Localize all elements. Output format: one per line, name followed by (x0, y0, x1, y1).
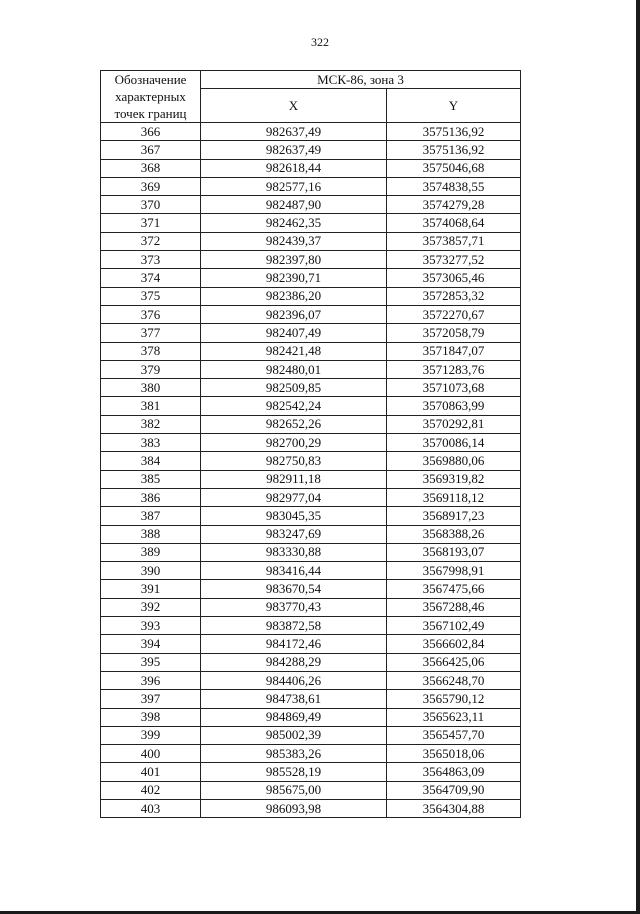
point-number-cell: 376 (101, 305, 201, 323)
point-number-cell: 390 (101, 562, 201, 580)
x-coordinate-cell: 982911,18 (201, 470, 387, 488)
table-row (101, 232, 521, 250)
y-coordinate-cell: 3574279,28 (387, 196, 521, 214)
x-coordinate-cell: 982386,20 (201, 287, 387, 305)
table-row (101, 525, 521, 543)
y-coordinate-cell: 3568388,26 (387, 525, 521, 543)
y-coordinate-cell: 3565457,70 (387, 726, 521, 744)
table-row (101, 397, 521, 415)
point-number-cell: 372 (101, 232, 201, 250)
x-coordinate-cell: 982397,80 (201, 251, 387, 269)
point-number-cell: 383 (101, 434, 201, 452)
table-row (101, 726, 521, 744)
point-number-cell: 391 (101, 580, 201, 598)
y-coordinate-cell: 3575136,92 (387, 141, 521, 159)
x-coordinate-cell: 982439,37 (201, 232, 387, 250)
point-number-cell: 396 (101, 671, 201, 689)
x-coordinate-cell: 982577,16 (201, 177, 387, 195)
y-coordinate-cell: 3564709,90 (387, 781, 521, 799)
x-coordinate-cell: 982977,04 (201, 488, 387, 506)
table-header (101, 71, 521, 123)
y-coordinate-cell: 3570863,99 (387, 397, 521, 415)
table-row (101, 434, 521, 452)
y-coordinate-cell: 3567475,66 (387, 580, 521, 598)
coordinates-table (100, 70, 521, 818)
y-coordinate-cell: 3565790,12 (387, 690, 521, 708)
y-coordinate-cell: 3564863,09 (387, 763, 521, 781)
table-row (101, 342, 521, 360)
x-coordinate-cell: 985675,00 (201, 781, 387, 799)
header-point-designation: Обозначение характерных точек границ (101, 71, 201, 123)
point-number-cell: 399 (101, 726, 201, 744)
x-coordinate-cell: 982542,24 (201, 397, 387, 415)
table-row (101, 305, 521, 323)
x-coordinate-cell: 982421,48 (201, 342, 387, 360)
table-row (101, 415, 521, 433)
x-coordinate-cell: 984172,46 (201, 635, 387, 653)
point-number-cell: 369 (101, 177, 201, 195)
x-coordinate-cell: 982462,35 (201, 214, 387, 232)
point-number-cell: 368 (101, 159, 201, 177)
y-coordinate-cell: 3575046,68 (387, 159, 521, 177)
point-number-cell: 382 (101, 415, 201, 433)
x-coordinate-cell: 983247,69 (201, 525, 387, 543)
x-coordinate-cell: 983416,44 (201, 562, 387, 580)
y-coordinate-cell: 3565018,06 (387, 745, 521, 763)
table-row (101, 488, 521, 506)
x-coordinate-cell: 984869,49 (201, 708, 387, 726)
point-number-cell: 384 (101, 452, 201, 470)
table-row (101, 360, 521, 378)
point-number-cell: 379 (101, 360, 201, 378)
x-coordinate-cell: 984288,29 (201, 653, 387, 671)
x-coordinate-cell: 983330,88 (201, 543, 387, 561)
point-number-cell: 378 (101, 342, 201, 360)
x-coordinate-cell: 983045,35 (201, 507, 387, 525)
x-coordinate-cell: 983872,58 (201, 617, 387, 635)
table-row (101, 507, 521, 525)
point-number-cell: 403 (101, 799, 201, 817)
table-row (101, 177, 521, 195)
point-number-cell: 377 (101, 324, 201, 342)
point-number-cell: 401 (101, 763, 201, 781)
y-coordinate-cell: 3575136,92 (387, 123, 521, 141)
x-coordinate-cell: 984738,61 (201, 690, 387, 708)
table-row (101, 671, 521, 689)
x-coordinate-cell: 983670,54 (201, 580, 387, 598)
y-coordinate-cell: 3569118,12 (387, 488, 521, 506)
y-coordinate-cell: 3574838,55 (387, 177, 521, 195)
x-coordinate-cell: 985383,26 (201, 745, 387, 763)
y-coordinate-cell: 3571847,07 (387, 342, 521, 360)
y-coordinate-cell: 3573065,46 (387, 269, 521, 287)
page-edge-right (636, 0, 640, 914)
y-coordinate-cell: 3567998,91 (387, 562, 521, 580)
y-coordinate-cell: 3567102,49 (387, 617, 521, 635)
table-row (101, 251, 521, 269)
table-row (101, 708, 521, 726)
y-coordinate-cell: 3569880,06 (387, 452, 521, 470)
x-coordinate-cell: 984406,26 (201, 671, 387, 689)
table-row (101, 781, 521, 799)
y-coordinate-cell: 3566425,06 (387, 653, 521, 671)
table-row (101, 159, 521, 177)
table-row (101, 745, 521, 763)
table-row (101, 214, 521, 232)
x-coordinate-cell: 985528,19 (201, 763, 387, 781)
header-x: X (201, 89, 387, 123)
table-row (101, 617, 521, 635)
y-coordinate-cell: 3572058,79 (387, 324, 521, 342)
point-number-cell: 392 (101, 598, 201, 616)
y-coordinate-cell: 3571283,76 (387, 360, 521, 378)
point-number-cell: 387 (101, 507, 201, 525)
y-coordinate-cell: 3567288,46 (387, 598, 521, 616)
y-coordinate-cell: 3570292,81 (387, 415, 521, 433)
point-number-cell: 402 (101, 781, 201, 799)
y-coordinate-cell: 3566248,70 (387, 671, 521, 689)
x-coordinate-cell: 983770,43 (201, 598, 387, 616)
table-row (101, 580, 521, 598)
y-coordinate-cell: 3572853,32 (387, 287, 521, 305)
table-row (101, 543, 521, 561)
point-number-cell: 385 (101, 470, 201, 488)
table-row (101, 287, 521, 305)
x-coordinate-cell: 982652,26 (201, 415, 387, 433)
point-number-cell: 380 (101, 379, 201, 397)
point-number-cell: 389 (101, 543, 201, 561)
table-row (101, 470, 521, 488)
table-row (101, 635, 521, 653)
y-coordinate-cell: 3571073,68 (387, 379, 521, 397)
y-coordinate-cell: 3573857,71 (387, 232, 521, 250)
x-coordinate-cell: 982407,49 (201, 324, 387, 342)
y-coordinate-cell: 3564304,88 (387, 799, 521, 817)
x-coordinate-cell: 982480,01 (201, 360, 387, 378)
point-number-cell: 375 (101, 287, 201, 305)
y-coordinate-cell: 3574068,64 (387, 214, 521, 232)
y-coordinate-cell: 3568917,23 (387, 507, 521, 525)
point-number-cell: 398 (101, 708, 201, 726)
table-row (101, 324, 521, 342)
x-coordinate-cell: 985002,39 (201, 726, 387, 744)
table-row (101, 598, 521, 616)
table-row (101, 763, 521, 781)
x-coordinate-cell: 982618,44 (201, 159, 387, 177)
x-coordinate-cell: 982396,07 (201, 305, 387, 323)
y-coordinate-cell: 3569319,82 (387, 470, 521, 488)
table-row (101, 562, 521, 580)
x-coordinate-cell: 982390,71 (201, 269, 387, 287)
y-coordinate-cell: 3572270,67 (387, 305, 521, 323)
table-row (101, 379, 521, 397)
table-row (101, 269, 521, 287)
point-number-cell: 366 (101, 123, 201, 141)
table-row (101, 799, 521, 817)
point-number-cell: 370 (101, 196, 201, 214)
table-row (101, 141, 521, 159)
x-coordinate-cell: 982637,49 (201, 123, 387, 141)
point-number-cell: 397 (101, 690, 201, 708)
table-row (101, 123, 521, 141)
y-coordinate-cell: 3573277,52 (387, 251, 521, 269)
point-number-cell: 381 (101, 397, 201, 415)
table-row (101, 653, 521, 671)
point-number-cell: 393 (101, 617, 201, 635)
point-number-cell: 395 (101, 653, 201, 671)
x-coordinate-cell: 986093,98 (201, 799, 387, 817)
point-number-cell: 394 (101, 635, 201, 653)
point-number-cell: 373 (101, 251, 201, 269)
y-coordinate-cell: 3565623,11 (387, 708, 521, 726)
x-coordinate-cell: 982487,90 (201, 196, 387, 214)
point-number-cell: 374 (101, 269, 201, 287)
point-number-cell: 386 (101, 488, 201, 506)
y-coordinate-cell: 3568193,07 (387, 543, 521, 561)
point-number-cell: 400 (101, 745, 201, 763)
x-coordinate-cell: 982750,83 (201, 452, 387, 470)
point-number-cell: 371 (101, 214, 201, 232)
header-y: Y (387, 89, 521, 123)
header-coordinate-system: МСК-86, зона 3 (201, 71, 521, 89)
point-number-cell: 367 (101, 141, 201, 159)
table-row (101, 690, 521, 708)
page-number: 322 (311, 35, 329, 49)
table-row (101, 196, 521, 214)
x-coordinate-cell: 982700,29 (201, 434, 387, 452)
table-row (101, 452, 521, 470)
x-coordinate-cell: 982637,49 (201, 141, 387, 159)
x-coordinate-cell: 982509,85 (201, 379, 387, 397)
table-body (101, 123, 521, 818)
y-coordinate-cell: 3566602,84 (387, 635, 521, 653)
point-number-cell: 388 (101, 525, 201, 543)
y-coordinate-cell: 3570086,14 (387, 434, 521, 452)
